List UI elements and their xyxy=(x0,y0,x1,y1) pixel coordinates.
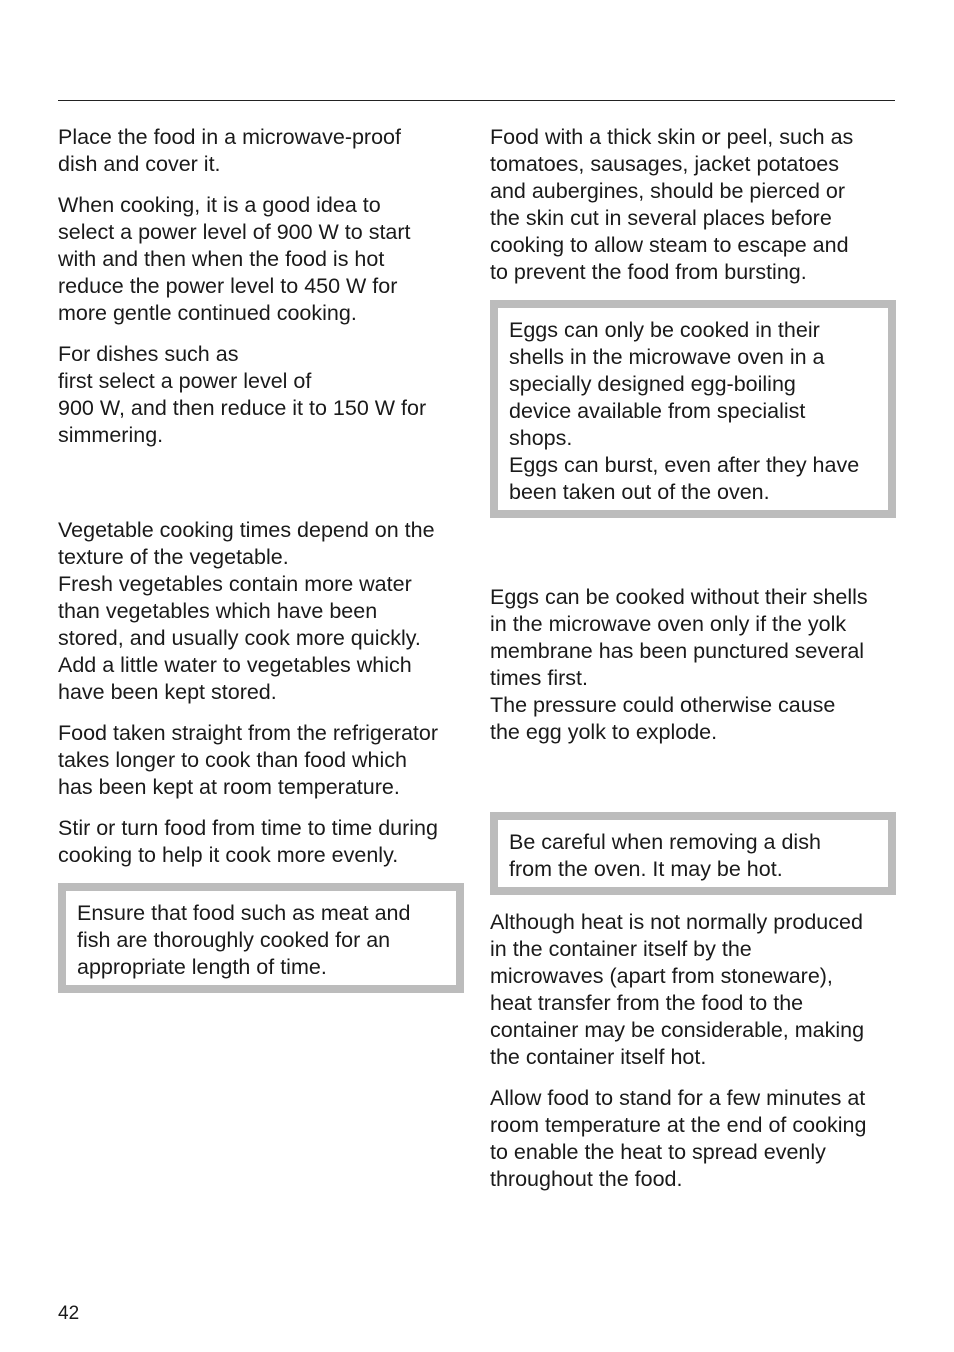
right-column xyxy=(490,124,900,1207)
page-number: 42 xyxy=(58,1303,80,1324)
left-column xyxy=(58,124,468,1007)
paragraph-container-heat: Although heat is not normally produced in the container itself by the microwaves (apart from stoneware), heat transfer from the food to the container may be considerable, making the container itself hot. xyxy=(490,910,865,1069)
paragraph-standing-time: Allow food to stand for a few minutes at room temperature at the end of cooking to enable the heat to spread evenly throughout the food. xyxy=(490,1086,867,1191)
section-gap xyxy=(58,463,468,517)
section-gap xyxy=(490,760,900,812)
warning-note-meat-fish xyxy=(58,883,464,993)
paragraph-simmering: For dishes such as first select a power level of 900 W, and then reduce it to 150 W for simmering. xyxy=(58,342,427,447)
paragraph-stir: Stir or turn food from time to time during cooking to help it cook more evenly. xyxy=(58,816,438,867)
warning-note-eggs-shells xyxy=(490,300,896,518)
warning-note-hot-dish xyxy=(490,812,896,895)
header-rule xyxy=(58,100,895,101)
paragraph-power-levels: When cooking, it is a good idea to select a power level of 900 W to start with and then when the food is hot reduce the power level to 450 W for more gentle continued cooking. xyxy=(58,193,411,325)
paragraph-cover-food: Place the food in a microwave-proof dish and cover it. xyxy=(58,125,401,176)
note-text: Ensure that food such as meat and fish are thoroughly cooked for an appropriate length of time. xyxy=(77,901,411,979)
section-gap xyxy=(490,532,900,584)
paragraph-vegetables: Vegetable cooking times depend on the texture of the vegetable. Fresh vegetables contain more water than vegetables which have been stored, and usually cook more quickly. Add a little water to vegetables which have been kept stored. xyxy=(58,518,435,704)
paragraph-eggs-without-shells: Eggs can be cooked without their shells in the microwave oven only if the yolk membrane has been punctured several times first. The pressure could otherwise cause the egg yolk to explode. xyxy=(490,585,868,744)
paragraph-refrigerator: Food taken straight from the refrigerator takes longer to cook than food which has been kept at room temperature. xyxy=(58,721,439,799)
paragraph-thick-skin: Food with a thick skin or peel, such as tomatoes, sausages, jacket potatoes and aubergines, should be pierced or the skin cut in several places before cooking to allow steam to escape and to prevent the food from bursting. xyxy=(490,125,854,284)
note-text: Be careful when removing a dish from the oven. It may be hot. xyxy=(509,830,821,881)
note-text: Eggs can only be cooked in their shells in the microwave oven in a specially designed egg-boiling device available from specialist shops. Eggs can burst, even after they have been taken out of the oven. xyxy=(509,318,860,504)
